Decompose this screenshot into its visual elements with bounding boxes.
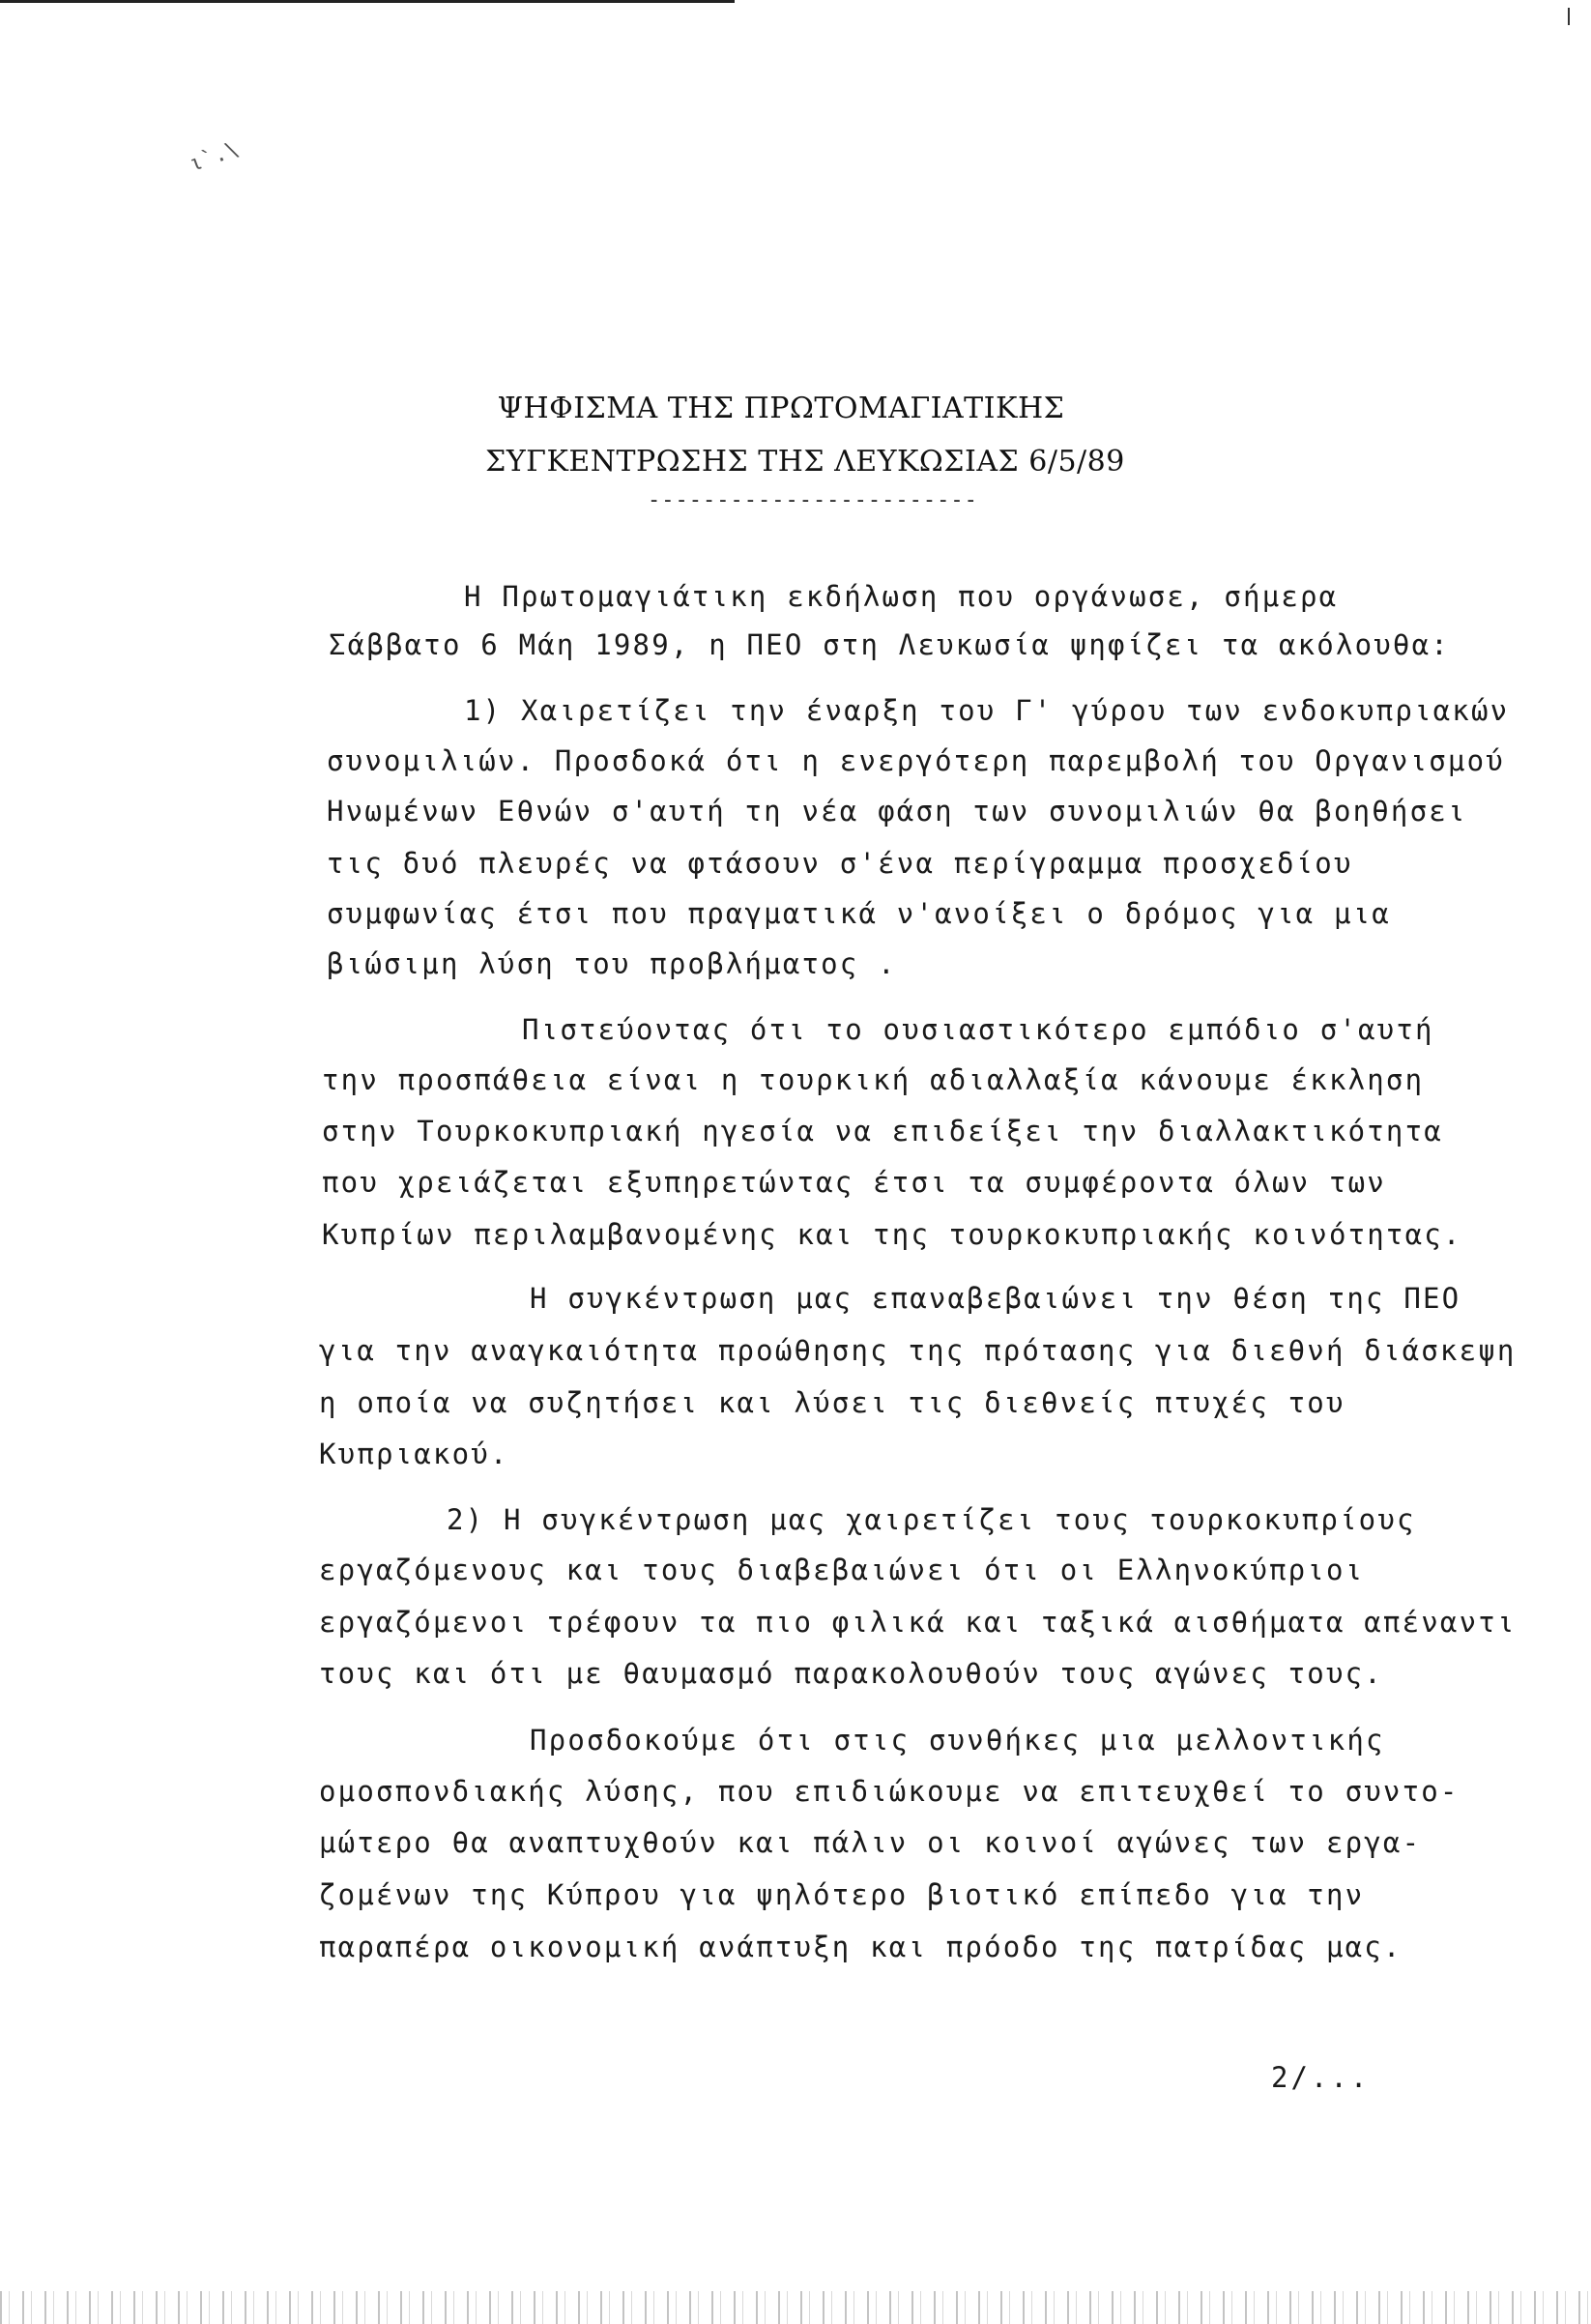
body-line: που χρειάζεται εξυπηρετώντας έτσι τα συμφέροντα όλων των [322,1166,1386,1199]
body-line: ομοσπονδιακής λύσης, που επιδιώκουμε να επιτευχθεί το συντο- [319,1775,1460,1808]
title-line-1: ΨΗΦΙΣΜΑ ΤΗΣ ΠΡΩΤΟΜΑΓΙΑΤΙΚΗΣ [497,392,1065,425]
body-line: την προσπάθεια είναι η τουρκική αδιαλλαξία κάνουμε έκκληση [322,1063,1425,1096]
body-line: εργαζόμενους και τους διαβεβαιώνει ότι οι Ελληνοκύπριοι [319,1554,1365,1586]
body-line: για την αναγκαιότητα προώθησης της πρότασης για διεθνή διάσκεψη [319,1334,1517,1367]
body-line: ζομένων της Κύπρου για ψηλότερο βιοτικό επίπεδο για την [319,1878,1365,1911]
body-line: εργαζόμενοι τρέφουν τα πιο φιλικά και ταξικά αισθήματα απέναντι [319,1606,1517,1639]
body-line: συμφωνίας έτσι που πραγματικά ν'ανοίξει ο δρόμος για μια [327,897,1391,930]
body-line: η οποία να συζητήσει και λύσει τις διεθνείς πτυχές του [319,1386,1345,1419]
body-line: τους και ότι με θαυμασμό παρακολουθούν τους αγώνες τους. [319,1657,1383,1690]
page-number: 2/... [1271,2061,1371,2094]
body-line: Ηνωμένων Εθνών σ'αυτή τη νέα φάση των συνομιλιών θα βοηθήσει [327,795,1467,828]
body-line: παραπέρα οικονομική ανάπτυξη και πρόοδο της πατρίδας μας. [319,1931,1403,1963]
scan-noise-strip [0,2291,1591,2324]
body-line: τις δυό πλευρές να φτάσουν σ'ένα περίγραμμα προσχεδίου [327,847,1353,880]
top-edge-rule [0,0,735,3]
body-line: Η Πρωτομαγιάτικη εκδήλωση που οργάνωσε, σήμερα [464,580,1339,613]
body-line: συνομιλιών. Προσδοκά ότι η ενεργότερη παρεμβολή του Οργανισμού [327,744,1505,777]
body-line: Κυπριακού. [319,1438,509,1470]
corner-mark [1568,8,1570,25]
body-line: Πιστεύοντας ότι το ουσιαστικότερο εμπόδιο σ'αυτή [522,1013,1434,1046]
body-line: 1) Χαιρετίζει την έναρξη του Γ' γύρου των ενδοκυπριακών [464,694,1510,727]
body-line: Κυπρίων περιλαμβανομένης και της τουρκοκυπριακής κοινότητας. [322,1218,1462,1251]
title-underline: ------------------------ [648,488,978,512]
title-line-2: ΣΥΓΚΕΝΤΡΩΣΗΣ ΤΗΣ ΛΕΥΚΩΣΙΑΣ 6/5/89 [485,445,1125,479]
scan-speck: ι`.\ [186,136,243,178]
body-line: βιώσιμη λύση του προβλήματος . [327,947,897,980]
body-line: Η συγκέντρωση μας επαναβεβαιώνει την θέση της ΠΕΟ [530,1282,1461,1315]
body-line: στην Τουρκοκυπριακή ηγεσία να επιδείξει την διαλλακτικότητα [322,1115,1443,1147]
body-line: Προσδοκούμε ότι στις συνθήκες μια μελλοντικής [530,1724,1385,1757]
body-line: Σάββατο 6 Μάη 1989, η ΠΕΟ στη Λευκωσία ψηφίζει τα ακόλουθα: [329,628,1450,661]
body-line: μώτερο θα αναπτυχθούν και πάλιν οι κοινοί αγώνες των εργα- [319,1826,1422,1859]
body-line: 2) Η συγκέντρωση μας χαιρετίζει τους τουρκοκυπρίους [447,1503,1416,1536]
